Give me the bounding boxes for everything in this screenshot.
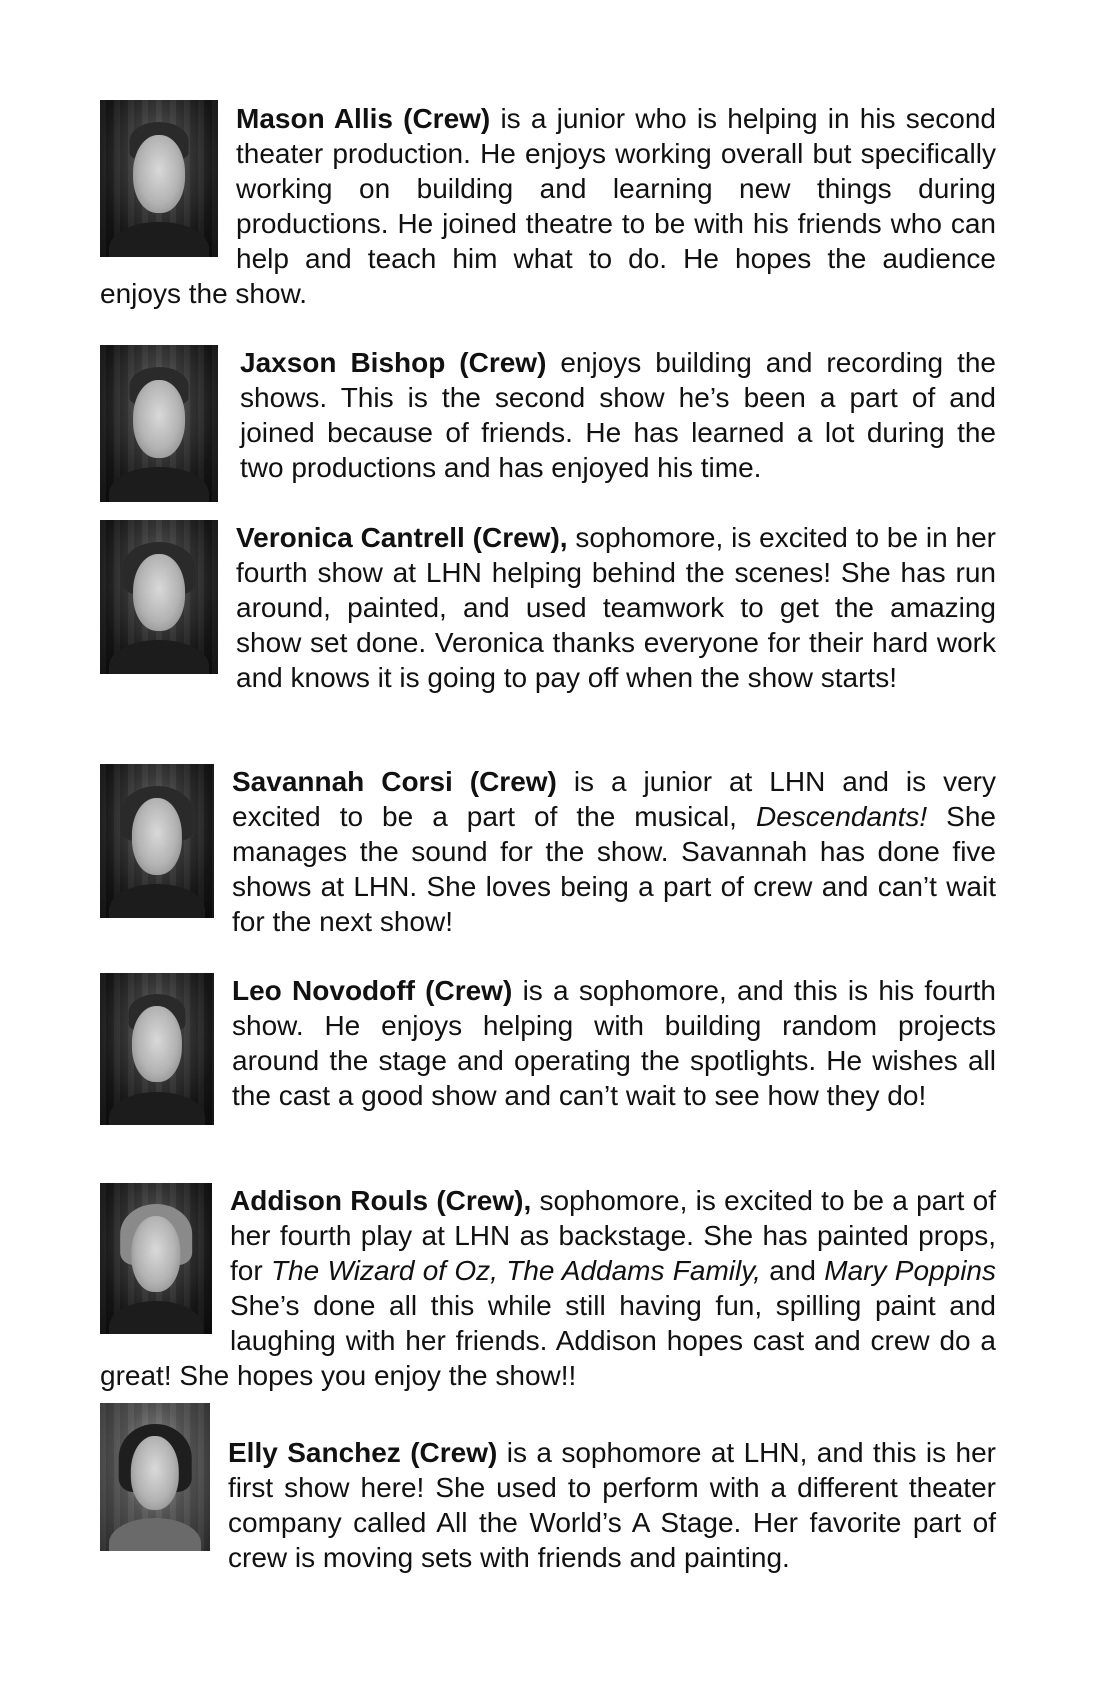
headshot-photo xyxy=(100,1183,212,1334)
bio-name: Mason Allis (Crew) xyxy=(236,103,491,134)
bio-leo-novodoff xyxy=(100,973,996,1129)
bio-savannah-corsi xyxy=(100,764,996,939)
bio-paragraph xyxy=(100,973,996,1113)
bio-elly-sanchez xyxy=(100,1405,996,1575)
headshot-photo xyxy=(100,100,218,257)
headshot-photo xyxy=(100,1403,210,1551)
bio-paragraph xyxy=(100,764,996,939)
bio-text: She’s done all this while still having fun, spilling paint and laughing with her friends. Addison hopes cast and crew do a great! She hopes you enjoy the show!! xyxy=(100,1290,996,1391)
bio-paragraph xyxy=(100,101,996,311)
headshot-photo xyxy=(100,345,218,502)
bio-name: Savannah Corsi (Crew) xyxy=(232,766,557,797)
bio-mason-allis xyxy=(100,101,996,311)
bio-text: and xyxy=(760,1255,825,1286)
bio-veronica-cantrell xyxy=(100,520,996,695)
bio-name: Leo Novodoff (Crew) xyxy=(232,975,513,1006)
bio-paragraph xyxy=(100,1405,996,1575)
bio-text: She manages the sound for the show. Savannah has done five shows at LHN. She loves being a part of crew and can’t wait for the next show! xyxy=(232,801,997,937)
bio-name: Veronica Cantrell (Crew), xyxy=(236,522,568,553)
bio-addison-rouls xyxy=(100,1183,996,1393)
headshot-photo xyxy=(100,973,214,1125)
bio-text: sophomore, is excited to be a part of her fourth play at LHN as backstage. She has painted props, for xyxy=(230,1185,996,1286)
bio-text: sophomore, is excited to be in her fourth show at LHN helping behind the scenes! She has run around, painted, and used teamwork to get the amazing show set done. Veronica thanks everyone for their hard work and knows it is going to pay off when the show starts! xyxy=(236,522,996,693)
bio-name: Elly Sanchez (Crew) xyxy=(228,1437,498,1468)
bio-jaxson-bishop xyxy=(100,345,996,506)
show-title: Mary Poppins xyxy=(824,1255,996,1286)
bio-paragraph xyxy=(100,1183,996,1393)
bio-name: Addison Rouls (Crew), xyxy=(230,1185,532,1216)
bio-paragraph xyxy=(100,520,996,695)
bio-text: is a sophomore, and this is his fourth show. He enjoys helping with building random projects around the stage and operating the spotlights. He wishes all the cast a good show and can’t wait to see how they do! xyxy=(232,975,997,1111)
bio-name: Jaxson Bishop (Crew) xyxy=(240,347,547,378)
bio-text: is a junior at LHN and is very excited to be a part of the musical, xyxy=(232,766,996,832)
headshot-photo xyxy=(100,520,218,674)
bio-text: is a sophomore at LHN, and this is her first show here! She used to perform with a different theater company called All the World’s A Stage. Her favorite part of crew is moving sets with friends and painting. xyxy=(228,1437,996,1573)
headshot-photo xyxy=(100,764,214,918)
show-title: Descendants! xyxy=(755,801,928,832)
show-title: The Wizard of Oz, The Addams Family, xyxy=(270,1255,761,1286)
bio-text: enjoys building and recording the shows. This is the second show he’s been a part of and joined because of friends. He has learned a lot during the two productions and has enjoyed his time. xyxy=(240,347,996,483)
bio-paragraph xyxy=(100,345,996,485)
bio-text: is a junior who is helping in his second theater production. He enjoys working overall but specifically working on building and learning new things during productions. He joined theatre to be with his friends who can help and teach him what to do. He hopes the audience enjoys the show. xyxy=(100,103,996,309)
